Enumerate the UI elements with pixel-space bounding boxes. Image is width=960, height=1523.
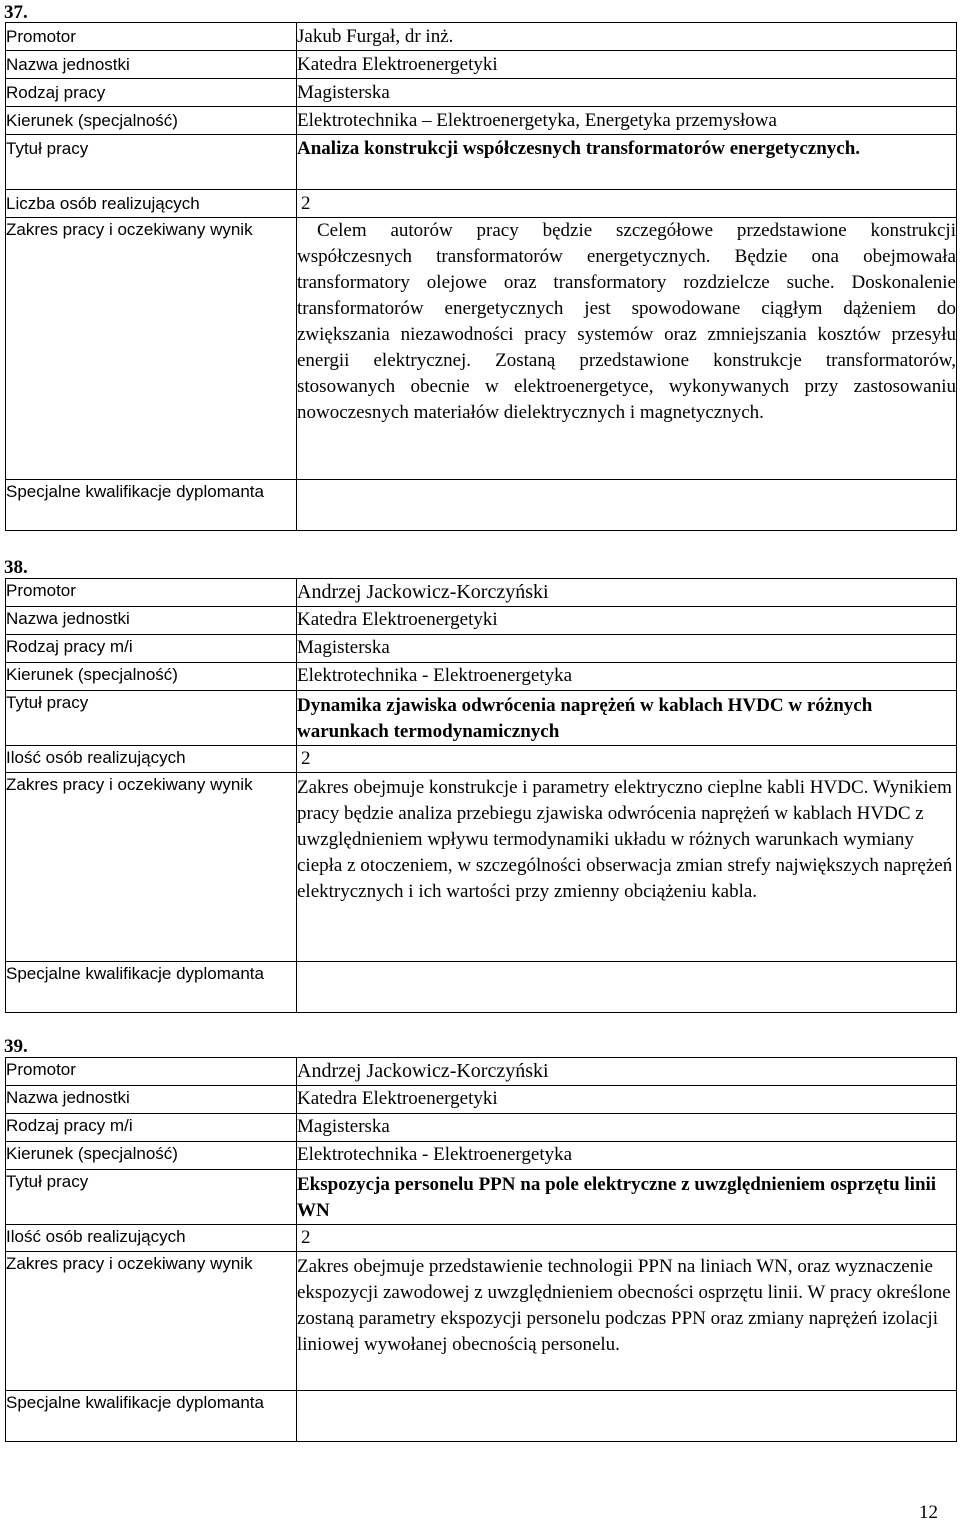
label-direction: Kierunek (specjalność) <box>6 107 297 135</box>
label-direction: Kierunek (specjalność) <box>6 1142 297 1170</box>
label-scope: Zakres pracy i oczekiwany wynik <box>6 218 297 480</box>
label-promotor: Promotor <box>6 1058 297 1086</box>
value-qualifications <box>297 962 957 1013</box>
row-promotor <box>6 1058 957 1086</box>
value-promotor: Andrzej Jackowicz-Korczyński <box>297 579 957 607</box>
label-unit: Nazwa jednostki <box>6 1086 297 1114</box>
label-type: Rodzaj pracy m/i <box>6 1114 297 1142</box>
value-scope: Zakres obejmuje przedstawienie technologii PPN na liniach WN, oraz wyznaczenie ekspozycji zawodowej z uwzględnieniem obecności osprzętu linii. W pracy określone zostaną parametry ekspozycji personelu podczas PPN oraz zmiany naprężeń izolacji liniowej wywołanej obecnością personelu. <box>297 1252 957 1391</box>
row-unit <box>6 607 957 635</box>
row-count <box>6 190 957 218</box>
label-count: Liczba osób realizujących <box>6 190 297 218</box>
row-direction <box>6 107 957 135</box>
entry-number: 39. <box>4 1036 28 1057</box>
label-unit: Nazwa jednostki <box>6 51 297 79</box>
row-scope <box>6 218 957 480</box>
label-count: Ilość osób realizujących <box>6 746 297 773</box>
label-title: Tytuł pracy <box>6 691 297 746</box>
value-title: Dynamika zjawiska odwrócenia naprężeń w kablach HVDC w różnych warunkach termodynamicznych <box>297 695 873 742</box>
row-qualifications <box>6 480 957 531</box>
value-promotor: Andrzej Jackowicz-Korczyński <box>297 1058 957 1086</box>
row-type <box>6 635 957 663</box>
row-unit <box>6 1086 957 1114</box>
row-title <box>6 1170 957 1225</box>
thesis-table <box>5 1057 957 1442</box>
value-promotor: Jakub Furgał, dr inż. <box>297 23 957 51</box>
label-count: Ilość osób realizujących <box>6 1225 297 1252</box>
value-type: Magisterska <box>297 635 957 663</box>
row-title <box>6 135 957 190</box>
page-number: 12 <box>919 1502 938 1523</box>
label-unit: Nazwa jednostki <box>6 607 297 635</box>
row-direction <box>6 663 957 691</box>
value-title: Analiza konstrukcji współczesnych transformatorów energetycznych. <box>297 138 861 159</box>
value-type: Magisterska <box>297 79 957 107</box>
value-direction: Elektrotechnika - Elektroenergetyka <box>297 1142 957 1170</box>
value-unit: Katedra Elektroenergetyki <box>297 51 957 79</box>
value-count: 2 <box>297 746 957 773</box>
row-count <box>6 746 957 773</box>
value-unit: Katedra Elektroenergetyki <box>297 607 957 635</box>
label-qualifications: Specjalne kwalifikacje dyplomanta <box>6 1391 297 1442</box>
thesis-table <box>5 578 957 1013</box>
value-count: 2 <box>297 1225 957 1252</box>
label-type: Rodzaj pracy <box>6 79 297 107</box>
row-count <box>6 1225 957 1252</box>
value-scope: Zakres obejmuje konstrukcje i parametry elektryczno cieplne kabli HVDC. Wynikiem pracy będzie analiza przebiegu zjawiska odwrócenia naprężeń w kablach HVDC z uwzględnieniem wpływu termodynamiki układu w różnych warunkach wymiany ciepła z otoczeniem, w szczególności obserwacja zmian strefy największych naprężeń elektrycznych i ich wartości przy zmienny obciążeniu kabla. <box>297 773 957 962</box>
row-qualifications <box>6 962 957 1013</box>
label-direction: Kierunek (specjalność) <box>6 663 297 691</box>
label-qualifications: Specjalne kwalifikacje dyplomanta <box>6 962 297 1013</box>
value-title: Ekspozycja personelu PPN na pole elektryczne z uwzględnieniem osprzętu linii WN <box>297 1174 937 1221</box>
thesis-table <box>5 22 957 531</box>
row-title <box>6 691 957 746</box>
row-scope <box>6 773 957 962</box>
row-promotor <box>6 579 957 607</box>
row-scope <box>6 1252 957 1391</box>
label-title: Tytuł pracy <box>6 135 297 190</box>
label-scope: Zakres pracy i oczekiwany wynik <box>6 1252 297 1391</box>
value-qualifications <box>297 1391 957 1442</box>
label-title: Tytuł pracy <box>6 1170 297 1225</box>
row-unit <box>6 51 957 79</box>
value-direction: Elektrotechnika – Elektroenergetyka, Energetyka przemysłowa <box>297 107 957 135</box>
label-promotor: Promotor <box>6 579 297 607</box>
value-unit: Katedra Elektroenergetyki <box>297 1086 957 1114</box>
label-qualifications: Specjalne kwalifikacje dyplomanta <box>6 480 297 531</box>
entry-number: 38. <box>4 557 28 578</box>
label-type: Rodzaj pracy m/i <box>6 635 297 663</box>
row-type <box>6 1114 957 1142</box>
value-count: 2 <box>297 190 957 218</box>
value-qualifications <box>297 480 957 531</box>
row-promotor <box>6 23 957 51</box>
entry-number: 37. <box>4 2 28 23</box>
row-qualifications <box>6 1391 957 1442</box>
row-type <box>6 79 957 107</box>
value-scope: Celem autorów pracy będzie szczegółowe przedstawione konstrukcji współczesnych transformatorów energetycznych. Będzie ona obejmowała transformatory olejowe oraz transformatory rozdzielcze suche. Doskonalenie transformatorów energetycznych jest spowodowane ciągłym dążeniem do zwiększania niezawodności pracy systemów oraz zmniejszania kosztów przesyłu energii elektrycznej. Zostaną przedstawione konstrukcje transformatorów, stosowanych obecnie w elektroenergetyce, wykonywanych przy zastosowaniu nowoczesnych materiałów dielektrycznych i magnetycznych. <box>297 220 956 423</box>
value-type: Magisterska <box>297 1114 957 1142</box>
label-promotor: Promotor <box>6 23 297 51</box>
value-direction: Elektrotechnika - Elektroenergetyka <box>297 663 957 691</box>
label-scope: Zakres pracy i oczekiwany wynik <box>6 773 297 962</box>
row-direction <box>6 1142 957 1170</box>
